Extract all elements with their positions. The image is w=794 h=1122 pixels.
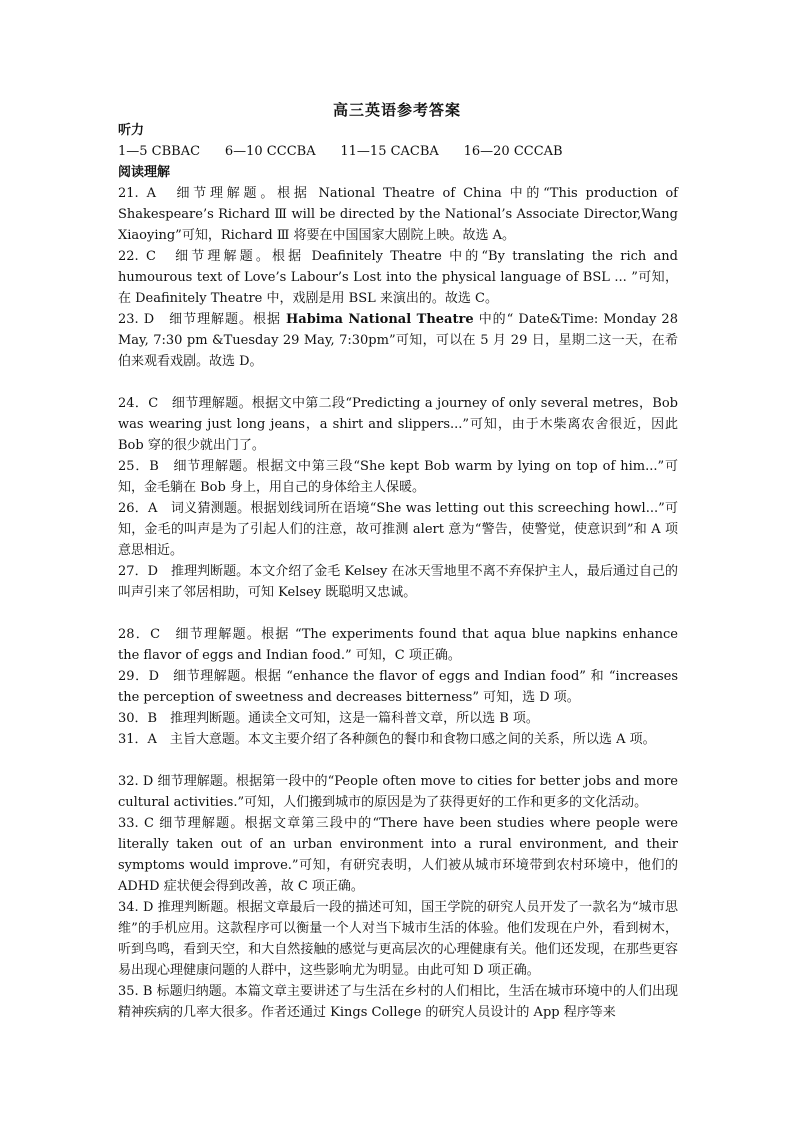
answer-26: 26．A 词义猜测题。根据划线词所在语境“She was letting out this screeching howl...”可知，金毛的叫声是为了引起人们的注意，故可推测 alert 意为“警告，使警觉，使意识到”和 A 项意思相近。 <box>118 501 678 558</box>
answer-24: 24．C 细节理解题。根据文中第二段“Predicting a journey of only several metres，Bob was wearing just long jeans，a shirt and slippers...”可知，由于木柴离农舍很近，因此 Bob 穿的很少就出门了。 <box>118 396 678 453</box>
page-title: 高三英语参考答案 <box>332 101 461 119</box>
answer-23-rest: 中的“ Date&Time: Monday 28 May, 7:30 pm &Tuesday 29 May, 7:30pm”可知，可以在 5 月 29 日，星期二这一天，在希伯来观看戏剧。故选 D。 <box>118 312 678 369</box>
answer-25: 25．B 细节理解题。根据文中第三段“She kept Bob warm by lying on top of him...”可知，金毛躺在 Bob 身上，用自己的身体给主人保暖。 <box>118 459 678 495</box>
answer-23-bold-source: Habima National Theatre <box>286 312 474 327</box>
answer-22: 22. C 细节理解题。根据 Deafinitely Theatre 中的“By translating the rich and humourous text of Love’s Labour’s Lost into the physical language of BSL ... ”可知，在 Deafinitely Theatre 中，戏剧是用 BSL 来演出的。故选 C。 <box>118 249 678 306</box>
answer-34: 34. D 推理判断题。根据文章最后一段的描述可知，国王学院的研究人员开发了一款名为“城市思维”的手机应用。这款程序可以衡量一个人对当下城市生活的体验。他们发现在户外，看到树木，听到鸟鸣，看到天空，和大自然接触的感觉与更高层次的心理健康有关。他们还发现，在那些更容易出现心理健康问题的人群中，这些影响尤为明显。由此可知 D 项正确。 <box>118 900 678 978</box>
answer-23 <box>118 309 678 372</box>
spacer <box>118 603 678 624</box>
answer-33: 33. C 细节理解题。根据文章第三段中的“There have been studies where people were literally taken out of an urban environment into a rural environment, and their symptoms would improve.”可知，有研究表明，人们被从城市环境带到农村环境中，他们的 ADHD 症状便会得到改善，故 C 项正确。 <box>118 816 678 894</box>
answer-31: 31．A 主旨大意题。本文主要介绍了各种颜色的餐巾和食物口感之间的关系，所以选 A 项。 <box>118 732 656 747</box>
answer-30: 30．B 推理判断题。通读全文可知，这是一篇科普文章，所以选 B 项。 <box>118 711 539 726</box>
section-heading-listening: 听力 <box>118 123 145 138</box>
spacer <box>118 372 678 393</box>
answer-content <box>118 120 678 1023</box>
answer-27: 27．D 推理判断题。本文介绍了金毛 Kelsey 在冰天雪地里不离不弃保护主人，最后通过自己的叫声引来了邻居相助，可知 Kelsey 既聪明又忠诚。 <box>118 564 678 600</box>
answer-28: 28．C 细节理解题。根据 “The experiments found that aqua blue napkins enhance the flavor of eggs and Indian food.” 可知，C 项正确。 <box>118 627 678 663</box>
answer-21: 21. A 细节理解题。根据 National Theatre of China 中的“This production of Shakespeare’s Richard Ⅲ will be directed by the National’s Associate Director,Wang Xiaoying”可知，Richard Ⅲ 将要在中国国家大剧院上映。故选 A。 <box>118 186 678 243</box>
answer-32: 32. D 细节理解题。根据第一段中的“People often move to cities for better jobs and more cultural activities.”可知，人们搬到城市的原因是为了获得更好的工作和更多的文化活动。 <box>118 774 678 810</box>
answer-23-prefix: 23. D 细节理解题。根据 <box>118 312 287 327</box>
spacer <box>118 750 678 771</box>
answer-35: 35. B 标题归纳题。本篇文章主要讲述了与生活在乡村的人们相比，生活在城市环境中的人们出现精神疾病的几率大很多。作者还通过 Kings College 的研究人员设计的 App 程序等来 <box>118 984 678 1020</box>
answer-29: 29．D 细节理解题。根据 “enhance the flavor of eggs and Indian food” 和 “increases the perception of sweetness and decreases bitterness” 可知，选 D 项。 <box>118 669 678 705</box>
section-heading-reading: 阅读理解 <box>118 165 171 180</box>
listening-answers: 1—5 CBBAC 6—10 CCCBA 11—15 CACBA 16—20 CCCAB <box>118 144 563 159</box>
